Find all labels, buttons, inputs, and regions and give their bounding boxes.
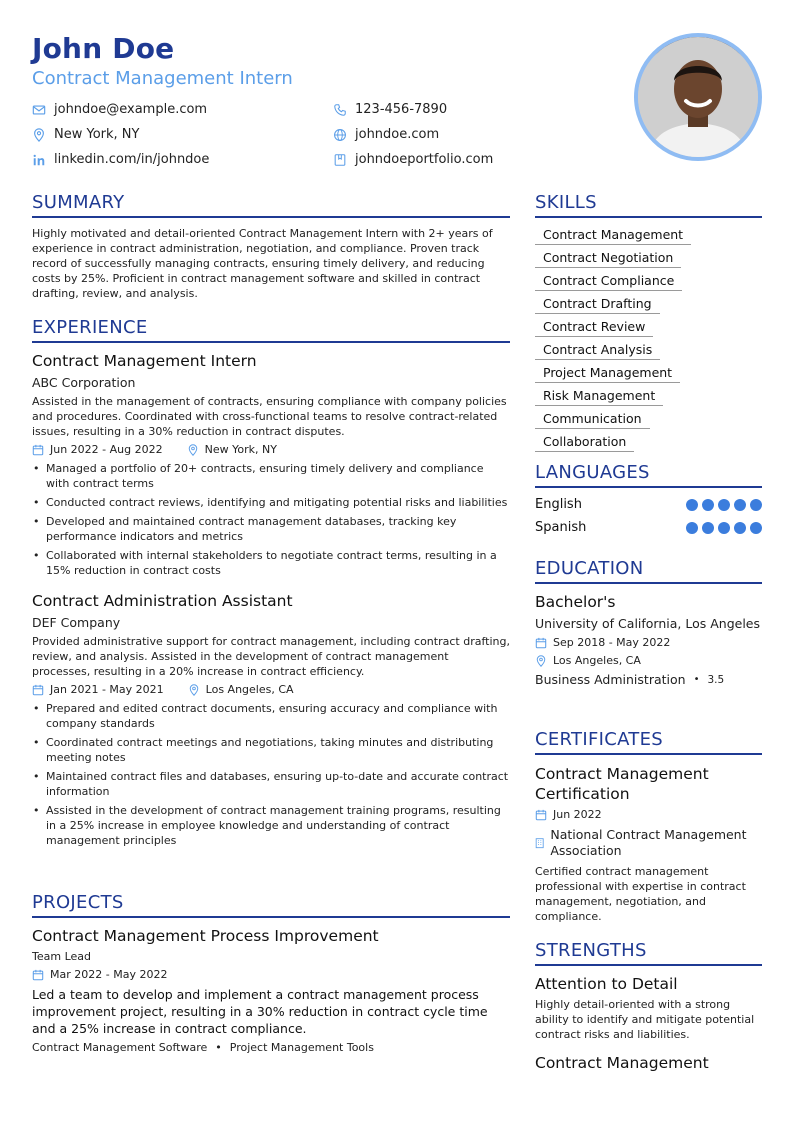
education-field-row [535, 672, 762, 687]
level-dot [750, 499, 762, 511]
certificates-heading: CERTIFICATES [535, 729, 762, 755]
website-text: johndoe.com [355, 127, 440, 142]
profile-photo [634, 33, 762, 161]
building-icon [535, 836, 544, 850]
globe-icon [333, 128, 347, 142]
email-text: johndoe@example.com [54, 102, 208, 117]
job-dates-text: Jun 2022 - Aug 2022 [50, 443, 163, 456]
skill-tag: Contract Negotiation [535, 248, 681, 268]
job-location-text: Los Angeles, CA [205, 683, 294, 696]
linkedin-text: linkedin.com/in/johndoe [54, 152, 210, 167]
calendar-icon [32, 969, 44, 981]
strengths-section [535, 940, 762, 1072]
level-dot [686, 499, 698, 511]
location-pin-icon [187, 444, 199, 456]
portfolio-text: johndoeportfolio.com [355, 152, 494, 167]
education-field: Business Administration [535, 672, 686, 687]
avatar-icon [638, 37, 758, 157]
level-dot [734, 499, 746, 511]
certificate-issuer-text: National Contract Management Association [550, 827, 747, 858]
linkedin-icon [32, 153, 46, 167]
project-dates [32, 968, 510, 981]
skills-section [535, 192, 762, 455]
job-dates [32, 683, 164, 696]
summary-heading: SUMMARY [32, 192, 510, 218]
level-dot [734, 522, 746, 534]
skills-heading: SKILLS [535, 192, 762, 218]
job-location [187, 443, 277, 456]
certificate-name: Contract Management Certification [535, 765, 709, 803]
skill-tag: Collaboration [535, 432, 634, 452]
experience-section [32, 317, 510, 852]
calendar-icon [535, 809, 547, 821]
candidate-name: John Doe [32, 32, 175, 65]
job-location-text: New York, NY [204, 443, 277, 456]
portfolio-icon [333, 153, 347, 167]
skills-list [535, 225, 762, 455]
language-row [535, 497, 762, 512]
job-bullets [32, 461, 510, 578]
strength-description: Highly detail-oriented with a strong ability to identify and mitigate potential contract risks and liabilities. [535, 998, 755, 1041]
calendar-icon [32, 684, 44, 696]
job-title: Contract Management Intern [32, 352, 257, 370]
level-dot [718, 499, 730, 511]
level-dot [686, 522, 698, 534]
location-pin-icon [32, 128, 46, 142]
skill-tag: Contract Analysis [535, 340, 660, 360]
candidate-role: Contract Management Intern [32, 68, 293, 89]
project-tools [32, 1041, 510, 1054]
skill-tag: Contract Compliance [535, 271, 682, 291]
contact-email[interactable] [32, 102, 207, 117]
job-entry [32, 592, 510, 848]
education-location-text: Los Angeles, CA [553, 654, 641, 667]
job-entry [32, 352, 510, 578]
gpa-separator: • [693, 674, 700, 685]
certificate-date-text: Jun 2022 [553, 808, 602, 821]
project-tool: Project Management Tools [229, 1041, 374, 1054]
skill-tag: Contract Review [535, 317, 653, 337]
certificate-issuer [535, 827, 762, 859]
list-item: • Coordinated contract meetings and negotiations, taking minutes and distributing meeting notes [32, 735, 510, 765]
location-text: New York, NY [54, 127, 140, 142]
summary-section [32, 192, 510, 301]
project-dates-text: Mar 2022 - May 2022 [50, 968, 168, 981]
project-tool: Contract Management Software [32, 1041, 208, 1054]
education-heading: EDUCATION [535, 558, 762, 584]
contact-website[interactable] [333, 127, 439, 142]
education-dates [535, 636, 762, 649]
job-description: Provided administrative support for contract management, including contract drafting, review, and analysis. Assisted in the development of contract management processes, resulting in a 20% increase in contract efficiency. [32, 635, 510, 678]
job-bullets [32, 701, 510, 848]
calendar-icon [32, 444, 44, 456]
education-dates-text: Sep 2018 - May 2022 [553, 636, 671, 649]
list-item: • Managed a portfolio of 20+ contracts, ensuring timely delivery and compliance with contract terms [32, 461, 510, 491]
location-pin-icon [188, 684, 200, 696]
calendar-icon [535, 637, 547, 649]
level-dot [702, 522, 714, 534]
job-company: DEF Company [32, 615, 121, 630]
languages-heading: LANGUAGES [535, 462, 762, 488]
language-row [535, 520, 762, 535]
summary-text: Highly motivated and detail-oriented Contract Management Intern with 2+ years of experience in contract administration, negotiation, and compliance. Proven track record of successfully managing contracts, ensuring timely delivery, and reducing costs by 25%. Proficient in contract management software and skilled in contract drafting, review, and analysis. [32, 227, 493, 300]
job-description: Assisted in the management of contracts, ensuring compliance with company policies and procedures. Coordinated with cross-functional teams to resolve contract-related issues, resulting in a 30% reduction in contract disputes. [32, 395, 507, 438]
tool-separator: • [215, 1041, 222, 1054]
list-item: • Assisted in the development of contract management training programs, resulting in a 25% increase in employee knowledge and understanding of contract management principles [32, 803, 510, 848]
list-item: • Conducted contract reviews, identifying and mitigating potential risks and liabilities [32, 495, 510, 510]
list-item: • Prepared and edited contract documents, ensuring accuracy and compliance with company standards [32, 701, 510, 731]
language-name: English [535, 497, 582, 512]
education-section [535, 558, 762, 687]
projects-section [32, 892, 510, 1054]
experience-heading: EXPERIENCE [32, 317, 510, 343]
education-location [535, 654, 762, 667]
list-item: • Maintained contract files and databases, ensuring up-to-date and accurate contract information [32, 769, 510, 799]
certificate-description: Certified contract management professional with expertise in contract management, negotiation, and compliance. [535, 865, 746, 923]
list-item: • Collaborated with internal stakeholders to negotiate contract terms, resulting in a 15% reduction in contract costs [32, 548, 510, 578]
job-company: ABC Corporation [32, 375, 136, 390]
skill-tag: Project Management [535, 363, 680, 383]
phone-text: 123-456-7890 [355, 102, 448, 117]
strength-name: Contract Management [535, 1054, 709, 1072]
level-dot [718, 522, 730, 534]
contact-phone[interactable] [333, 102, 447, 117]
email-icon [32, 103, 46, 117]
education-school: University of California, Los Angeles [535, 616, 761, 631]
language-name: Spanish [535, 520, 587, 535]
education-degree: Bachelor's [535, 593, 616, 611]
level-dot [750, 522, 762, 534]
project-name: Contract Management Process Improvement [32, 927, 379, 945]
language-level-dots [686, 522, 762, 534]
certificates-section [535, 729, 762, 924]
job-dates [32, 443, 163, 456]
education-gpa: 3.5 [707, 673, 725, 686]
project-role: Team Lead [32, 950, 91, 963]
skill-tag: Risk Management [535, 386, 663, 406]
strengths-heading: STRENGTHS [535, 940, 762, 966]
job-location [188, 683, 294, 696]
language-level-dots [686, 499, 762, 511]
projects-heading: PROJECTS [32, 892, 510, 918]
strength-name: Attention to Detail [535, 975, 678, 993]
list-item: • Developed and maintained contract management databases, tracking key performance indicators and metrics [32, 514, 510, 544]
job-dates-text: Jan 2021 - May 2021 [50, 683, 164, 696]
skill-tag: Communication [535, 409, 650, 429]
languages-section [535, 462, 762, 535]
skill-tag: Contract Management [535, 225, 691, 245]
contact-portfolio[interactable] [333, 152, 493, 167]
skill-tag: Contract Drafting [535, 294, 660, 314]
level-dot [702, 499, 714, 511]
phone-icon [333, 103, 347, 117]
location-pin-icon [535, 655, 547, 667]
job-title: Contract Administration Assistant [32, 592, 293, 610]
contact-linkedin[interactable] [32, 152, 209, 167]
project-description: Led a team to develop and implement a contract management process improvement project, resulting in a 30% reduction in contract cycle time and a 25% increase in contract compliance. [32, 987, 488, 1036]
contact-location [32, 127, 139, 142]
certificate-date [535, 808, 762, 821]
